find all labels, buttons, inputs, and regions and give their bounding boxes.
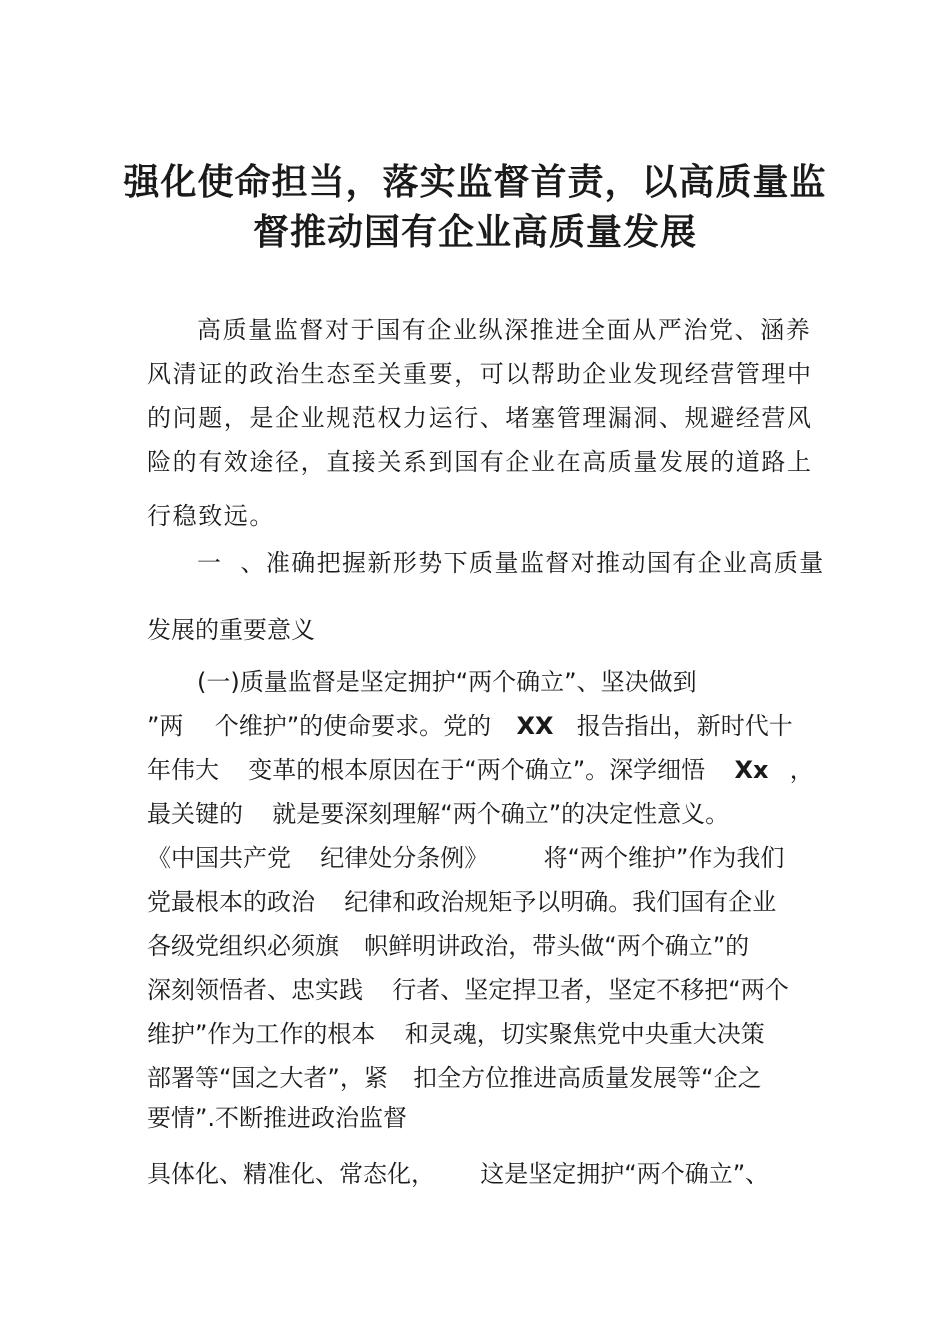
text-run: 将“两个维护”作为我们 (543, 844, 785, 872)
subsection-1-line-5 (147, 842, 784, 874)
text-run: 和灵魂，切实聚焦党中央重大决策 (404, 1020, 765, 1048)
intro-line-4: 险的有效途径，直接关系到国有企业在高质量发展的道路上 (147, 448, 813, 476)
subsection-1-line-8 (147, 974, 789, 1006)
intro-line-3: 的问题，是企业规范权力运行、堵塞管理漏洞、规避经营风 (147, 404, 813, 432)
text-run-bold: XX (516, 712, 554, 740)
text-run: 党最根本的政治 (147, 888, 315, 916)
text-run: 部署等“国之大者”，紧 (147, 1064, 388, 1092)
text-run: 最关键的 (147, 800, 243, 828)
intro-line-1: 高质量监督对于国有企业纵深推进全面从严治党、涵养 (197, 316, 812, 344)
subsection-1-line-1: (一)质量监督是坚定拥护“两个确立”、坚决做到 (197, 668, 697, 696)
subsection-1-line-11: 要情”.不断推进政治监督 (147, 1104, 408, 1132)
subsection-1-line-4 (147, 798, 729, 830)
section-1-heading-line-1: 一 、准确把握新形势下质量监督对推动国有企业高质量 (197, 549, 825, 577)
text-run: 具体化、精准化、常态化， (147, 1160, 435, 1188)
text-run: 这是坚定拥护“两个确立”、 (480, 1160, 770, 1188)
text-run: 纪律处分条例》 (320, 844, 489, 872)
subsection-1-line-12 (147, 1158, 769, 1190)
text-run: 报告指出，新时代十 (576, 712, 793, 740)
text-run: 《中国共产党 (147, 844, 291, 872)
subsection-1-line-6 (147, 886, 776, 918)
text-run: 个维护”的使命要求。党的 (214, 712, 492, 740)
text-run: ， (789, 756, 814, 784)
section-1-heading-line-2: 发展的重要意义 (147, 616, 315, 644)
text-run: ”两 (147, 712, 184, 740)
text-run: 维护”作为工作的根本 (147, 1020, 376, 1048)
text-run: 就是要深刻理解“两个确立”的决定性意义。 (272, 800, 730, 828)
document-title-line-2: 督推动国有企业高质量发展 (252, 212, 697, 253)
document-title-line-1: 强化使命担当，落实监督首责，以高质量监 (123, 162, 827, 203)
intro-line-5: 行稳致远。 (147, 502, 275, 530)
text-run: 变革的根本原因在于“两个确立”。深学细悟 (248, 756, 706, 784)
subsection-1-line-3 (147, 754, 814, 786)
text-run: 年伟大 (147, 756, 219, 784)
text-run: 纪律和政治规矩予以明确。我们国有企业 (344, 888, 777, 916)
text-run: 行者、坚定捍卫者，坚定不移把“两个 (392, 976, 789, 1004)
text-run: 深刻领悟者、忠实践 (147, 976, 363, 1004)
subsection-1-line-2 (147, 710, 793, 742)
text-run: 各级党组织必须旗 (147, 932, 339, 960)
text-run: 扣全方位推进高质量发展等“企之 (413, 1064, 762, 1092)
subsection-1-line-9 (147, 1018, 765, 1050)
intro-line-2: 风清证的政治生态至关重要，可以帮助企业发现经营管理中 (147, 360, 813, 388)
subsection-1-line-10 (147, 1062, 762, 1094)
subsection-1-line-7 (147, 930, 749, 962)
text-run: 帜鲜明讲政治，带头做“两个确立”的 (364, 932, 750, 960)
text-run-bold: Xx (734, 756, 769, 784)
